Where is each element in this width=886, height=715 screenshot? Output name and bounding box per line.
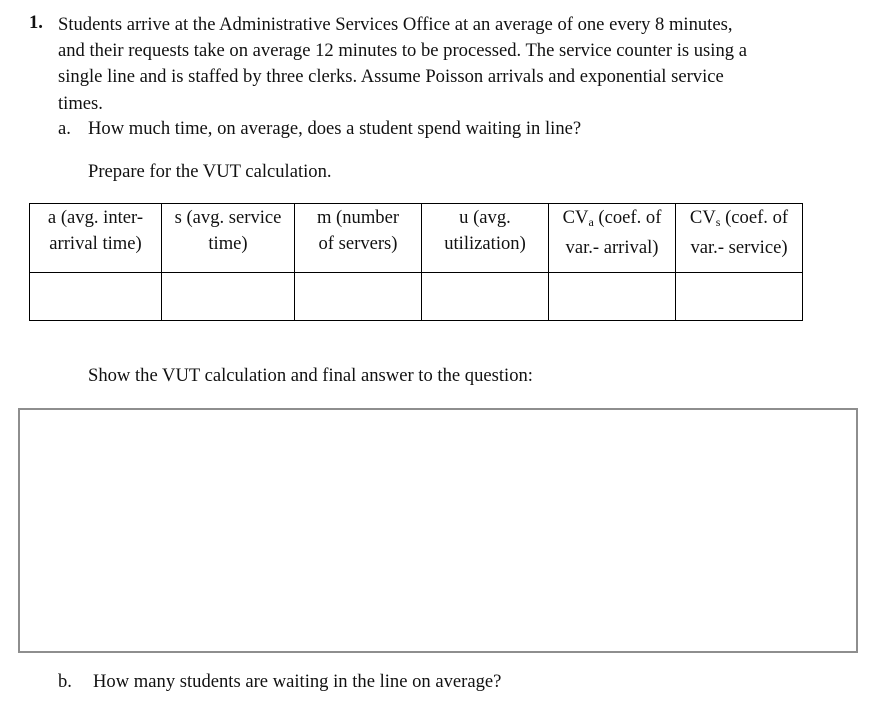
header-line: $CV_s$ (coef. of [689,207,789,229]
header-cv-arrival [549,204,676,273]
header-line: utilization) [444,233,526,254]
answer-box[interactable] [18,408,858,653]
part-a-question: How much time, on average, does a student spend waiting in line? [88,118,582,139]
question-text [58,12,818,117]
header-cv-service [676,204,803,273]
question-line: Students arrive at the Administrative Services Office at an average of one every 8 minutes, [58,14,733,35]
header-line: time) [208,233,248,254]
question-line: times. [58,92,103,114]
answer-cell-cv-arrival[interactable] [549,273,676,321]
show-calculation-prompt: Show the VUT calculation and final answer to the question: [88,365,533,386]
header-line: u (avg. [459,207,511,228]
header-line: $CV_a$ (coef. of [562,207,662,229]
answer-cell-utilization[interactable] [422,273,549,321]
vut-answer-row [30,273,803,321]
answer-cell-arrival-time[interactable] [30,273,162,321]
part-b-question: How many students are waiting in the line on average? [93,671,502,692]
part-b-label: b. [58,671,72,692]
header-line: m (number [316,207,400,228]
answer-cell-servers[interactable] [295,273,422,321]
header-line: a (avg. inter- [47,207,144,228]
prepare-instruction: Prepare for the VUT calculation. [88,161,332,182]
part-a-label: a. [58,118,71,139]
answer-cell-cv-service[interactable] [676,273,803,321]
header-arrival-time [30,204,162,273]
vut-table [29,203,803,321]
header-service-time [162,204,295,273]
header-line: var.- arrival) [565,237,659,258]
question-line: and their requests take on average 12 minutes to be processed. The service counter is using a [58,40,747,62]
vut-header-row [30,204,803,273]
header-line: arrival time) [49,233,142,254]
question-number: 1. [29,12,43,33]
answer-cell-service-time[interactable] [162,273,295,321]
question-line: single line and is staffed by three clerks. Assume Poisson arrivals and exponential service [58,66,724,88]
header-servers [295,204,422,273]
header-line: of servers) [318,233,398,254]
header-line: s (avg. service [174,207,282,228]
header-line: var.- service) [690,237,788,258]
header-utilization [422,204,549,273]
